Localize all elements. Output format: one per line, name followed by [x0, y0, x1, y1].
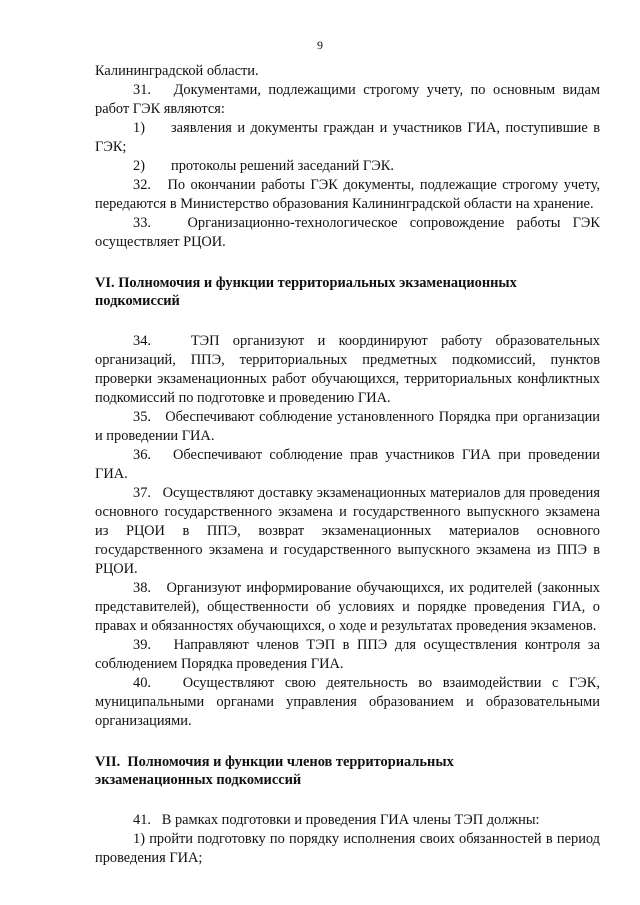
list-item-text: протоколы решений заседаний ГЭК.	[171, 158, 394, 174]
page-number: 9	[317, 38, 323, 52]
paragraph-39: 39. Направляют членов ТЭП в ППЭ для осуществления контроля за соблюдением Порядка проведения ГИА.	[95, 637, 600, 672]
paragraph-33: 33. Организационно-технологическое сопровождение работы ГЭК осуществляет РЦОИ.	[95, 215, 600, 250]
paragraph-38: 38. Организуют информирование обучающихся, их родителей (законных представителей), общественности об условиях и порядке проведения ГИА, о правах и обязанностях обучающихся, о ходе и результатах проведения экзаменов.	[95, 580, 600, 634]
paragraph-37: 37. Осуществляют доставку экзаменационных материалов для проведения основного государственного экзамена и государственного выпускного экзамена из РЦОИ в ППЭ, возврат экзаменационных материалов основного государственного экзамена и государственного выпускного экзамена из ППЭ в РЦОИ.	[95, 485, 600, 577]
paragraph-31: 31. Документами, подлежащими строгому учету, по основным видам работ ГЭК являются:	[95, 82, 600, 117]
list-item	[95, 157, 600, 176]
paragraph-40: 40. Осуществляют свою деятельность во взаимодействии с ГЭК, муниципальными органами управления образованием и образовательными организациями.	[95, 675, 600, 729]
document-body	[95, 62, 600, 868]
paragraph-continuation: Калининградской области.	[95, 63, 259, 79]
list-item-number: 1)	[133, 120, 145, 136]
paragraph-34: 34. ТЭП организуют и координируют работу образовательных организаций, ППЭ, территориальных предметных подкомиссий, пунктов проверки экзаменационных работ обучающихся, территориальных конфликтных подкомиссий по подготовке и проведению ГИА.	[95, 333, 600, 406]
paragraph-41: 41. В рамках подготовки и проведения ГИА члены ТЭП должны:	[133, 812, 540, 828]
paragraph-41-item-1: 1) пройти подготовку по порядку исполнения своих обязанностей в период проведения ГИА;	[95, 831, 600, 866]
section-heading-7	[95, 753, 600, 789]
paragraph-32: 32. По окончании работы ГЭК документы, подлежащие строгому учету, передаются в Министерство образования Калининградской области на хранение.	[95, 177, 600, 212]
paragraph-36: 36. Обеспечивают соблюдение прав участников ГИА при проведении ГИА.	[95, 447, 600, 482]
paragraph-35: 35. Обеспечивают соблюдение установленного Порядка при организации и проведении ГИА.	[95, 409, 600, 444]
list-item-number: 2)	[133, 158, 145, 174]
section-heading-line: подкомиссий	[95, 293, 180, 309]
list-item	[95, 119, 600, 157]
section-heading-line: VI. Полномочия и функции территориальных экзаменационных	[95, 275, 517, 291]
section-heading-6	[95, 274, 600, 310]
section-heading-line: экзаменационных подкомиссий	[95, 772, 302, 788]
list-item-text: заявления и документы граждан и участников ГИА, поступившие в ГЭК;	[95, 120, 600, 155]
section-heading-line: VII. Полномочия и функции членов территориальных	[95, 754, 454, 770]
